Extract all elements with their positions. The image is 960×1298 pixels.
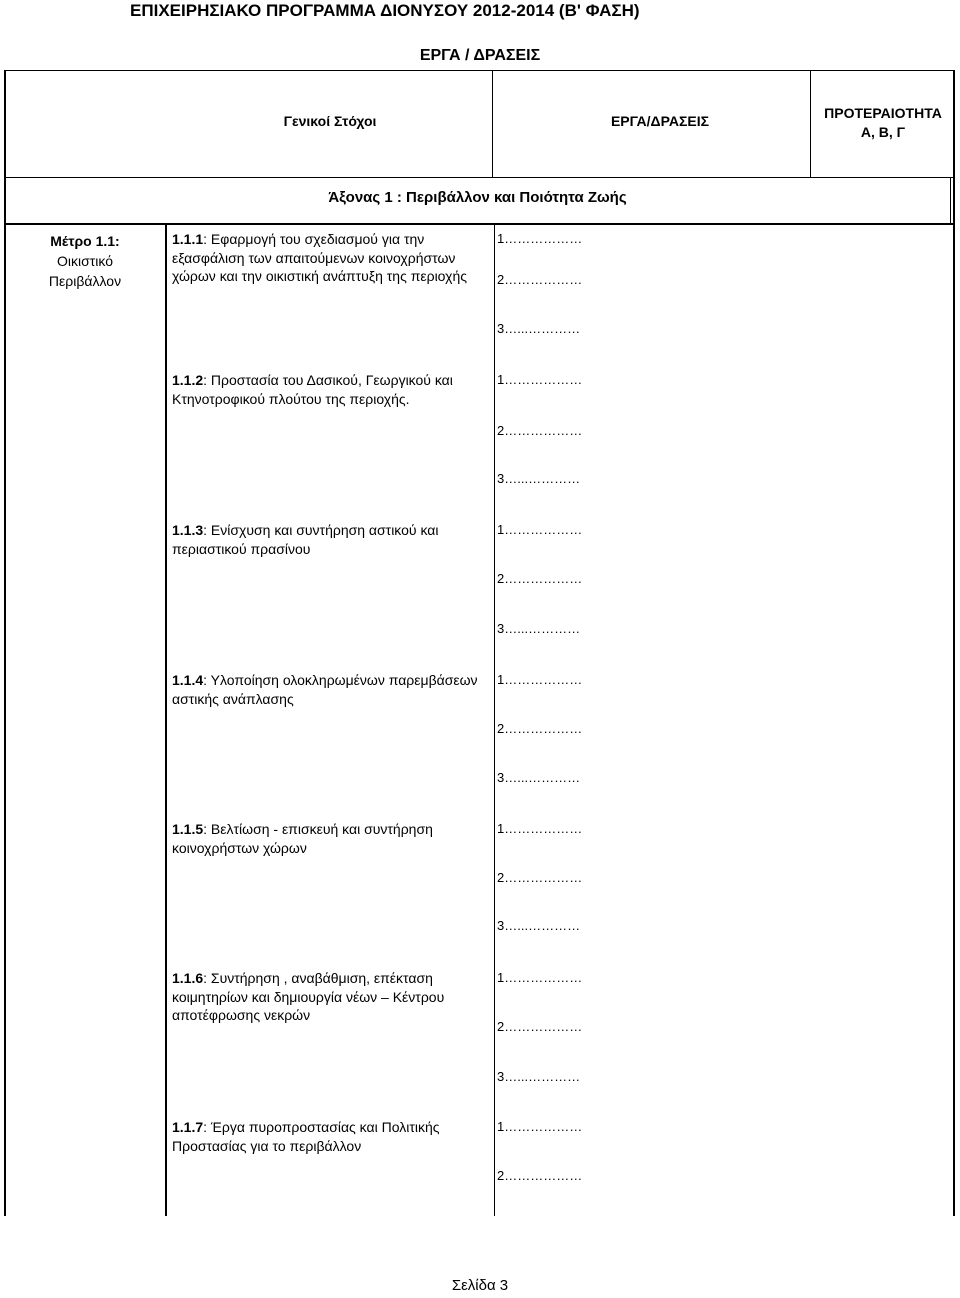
action-1-1-3-slot-3: 3…...…………: [497, 621, 581, 636]
table-right-border: [953, 70, 955, 1216]
measure-cell: [5, 231, 165, 291]
measure-code: Μέτρο 1.1:: [50, 233, 120, 249]
action-1-1-7: [172, 1118, 494, 1155]
header-divider-1: [492, 70, 493, 177]
action-1-1-1-slot-3: 3…...…………: [497, 321, 581, 336]
action-1-1-7-slot-2: 2………………: [497, 1168, 583, 1183]
measure-name-line1: Οικιστικό: [56, 253, 113, 269]
axis-bottom-border: [4, 223, 955, 225]
action-code: 1.1.4: [172, 672, 204, 688]
action-1-1-4: [172, 671, 494, 708]
table-top-border: [4, 70, 955, 71]
action-1-1-5-slot-1: 1………………: [497, 821, 583, 836]
action-code: 1.1.5: [172, 821, 204, 837]
header-priority-line2: Α, Β, Γ: [860, 124, 906, 140]
action-1-1-6-slot-3: 3…...…………: [497, 1069, 581, 1084]
action-1-1-6-slot-2: 2………………: [497, 1019, 583, 1034]
header-general-goals: Γενικοί Στόχοι: [283, 113, 377, 129]
action-1-1-3-slot-1: 1………………: [497, 522, 583, 537]
action-text: : Βελτίωση - επισκευή και συντήρηση κοινοχρήστων χώρων: [172, 821, 433, 856]
header-bottom-border: [4, 177, 955, 178]
measure-column-divider: [165, 225, 167, 1216]
action-column-divider: [494, 225, 495, 1216]
action-text: : Εφαρμογή του σχεδιασμού για την εξασφάλιση των απαιτούμενων κοινοχρήστων χώρων και την οικιστική ανάπτυξη της περιοχής: [172, 231, 467, 284]
action-1-1-6-slot-1: 1………………: [497, 970, 583, 985]
action-1-1-5-slot-2: 2………………: [497, 870, 583, 885]
action-1-1-2-slot-1: 1………………: [497, 372, 583, 387]
header-priority: [812, 104, 954, 142]
action-1-1-2-slot-3: 3…...…………: [497, 471, 581, 486]
action-1-1-1-slot-1: 1………………: [497, 231, 583, 246]
header-divider-2: [810, 70, 811, 177]
document-subtitle: ΕΡΓΑ / ΔΡΑΣΕΙΣ: [419, 47, 541, 64]
action-1-1-6: [172, 969, 494, 1025]
action-text: : Υλοποίηση ολοκληρωμένων παρεμβάσεων αστικής ανάπλασης: [172, 672, 478, 707]
action-code: 1.1.3: [172, 522, 204, 538]
action-1-1-1: [172, 230, 494, 286]
action-1-1-7-slot-1: 1………………: [497, 1119, 583, 1134]
axis-title: Άξονας 1 : Περιβάλλον και Ποιότητα Ζωής: [328, 189, 627, 206]
action-text: : Προστασία του Δασικού, Γεωργικού και Κτηνοτροφικού πλούτου της περιοχής.: [172, 372, 453, 407]
action-1-1-3-slot-2: 2………………: [497, 571, 583, 586]
axis-right-border: [950, 177, 951, 225]
action-1-1-1-slot-2: 2………………: [497, 272, 583, 287]
action-text: : Συντήρηση , αναβάθμιση, επέκταση κοιμητηρίων και δημιουργία νέων – Κέντρου αποτέφρωσης νεκρών: [172, 970, 445, 1023]
action-1-1-2: [172, 371, 494, 408]
page-number: Σελίδα 3: [451, 1277, 509, 1294]
measure-name-line2: Περιβάλλον: [48, 273, 122, 289]
action-code: 1.1.7: [172, 1119, 204, 1135]
action-1-1-4-slot-1: 1………………: [497, 672, 583, 687]
action-1-1-3: [172, 521, 494, 558]
action-1-1-5-slot-3: 3…...…………: [497, 918, 581, 933]
action-1-1-4-slot-3: 3…...…………: [497, 770, 581, 785]
action-code: 1.1.1: [172, 231, 204, 247]
action-1-1-2-slot-2: 2………………: [497, 423, 583, 438]
action-1-1-5: [172, 820, 494, 857]
header-projects: ΕΡΓΑ/ΔΡΑΣΕΙΣ: [610, 113, 710, 129]
action-1-1-4-slot-2: 2………………: [497, 721, 583, 736]
action-code: 1.1.2: [172, 372, 204, 388]
document-title: ΕΠΙΧΕΙΡΗΣΙΑΚΟ ΠΡΟΓΡΑΜΜΑ ΔΙΟΝΥΣΟΥ 2012-2014 (Β' ΦΑΣΗ): [130, 1, 640, 20]
action-code: 1.1.6: [172, 970, 204, 986]
action-text: : Ενίσχυση και συντήρηση αστικού και περιαστικού πρασίνου: [172, 522, 439, 557]
header-priority-line1: ΠΡΟΤΕΡΑΙΟΤΗΤΑ: [824, 105, 942, 121]
action-text: : Έργα πυροπροστασίας και Πολιτικής Προστασίας για το περιβάλλον: [172, 1119, 440, 1154]
